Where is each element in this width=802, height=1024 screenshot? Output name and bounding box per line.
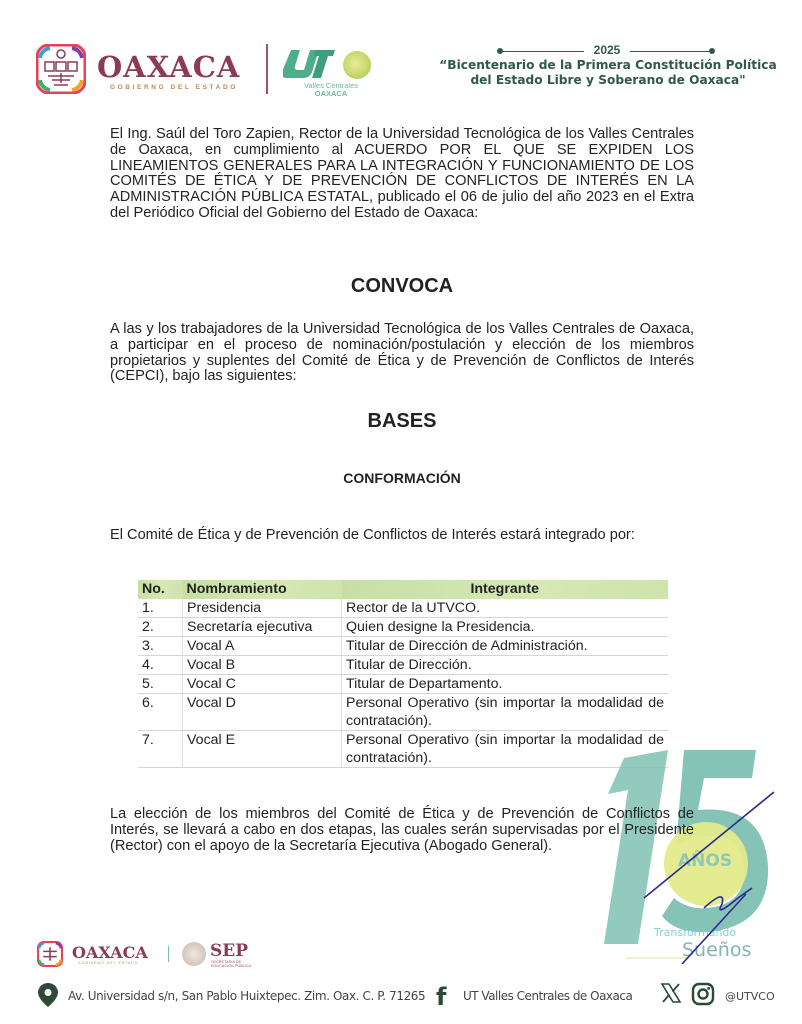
conformacion-heading: CONFORMACIÓN [343,470,461,486]
table-row [138,599,668,618]
cell-nombramiento: Vocal E [183,731,342,768]
cell-integrante: Personal Operativo (sin importar la modalidad de contratación). [342,694,669,731]
oaxaca-subtitle: GOBIERNO DEL ESTADO [110,84,238,91]
anniversary-tagline-1: Transformando [654,926,737,939]
integration-intro: El Comité de Ética y de Prevención de Conflictos de Interés estará integrado por: [110,527,635,543]
cell-nombramiento: Secretaría ejecutiva [183,618,342,637]
sep-seal-icon [182,942,206,966]
facebook-icon[interactable]: f [436,983,447,1011]
footer-logo-divider [168,946,169,962]
cell-integrante: Titular de Departamento. [342,675,669,694]
location-pin-icon [38,983,58,1007]
table-row [138,618,668,637]
logo-divider [266,44,268,94]
anniversary-number: 15 [596,748,598,749]
cell-nombramiento: Vocal D [183,694,342,731]
cell-integrante: Quien designe la Presidencia. [342,618,669,637]
oaxaca-emblem-icon [36,44,86,94]
bases-heading: BASES [367,410,437,432]
committee-table [138,580,668,768]
sep-subtitle [211,960,251,969]
cell-no: 7. [138,731,183,768]
x-twitter-icon[interactable] [660,982,682,1004]
closing-paragraph: La elección de los miembros del Comité de Ética y de Prevención de Conflictos de Interés, se llevará a cabo en dos etapas, las cuales serán supervisadas por el Presidente (Rector) con el apoyo de la Secretaría Ejecutiva (Abogado General). [110,806,694,854]
oaxaca-emblem-small-icon [37,941,63,967]
ut-subtitle-line2: OAXACA [314,89,348,98]
cell-no: 6. [138,694,183,731]
convoca-heading: CONVOCA [350,275,454,297]
cell-no: 2. [138,618,183,637]
table-row [138,656,668,675]
ut-seal-icon [343,51,371,79]
cell-no: 4. [138,656,183,675]
cell-integrante: Titular de Dirección. [342,656,669,675]
cell-no: 3. [138,637,183,656]
intro-paragraph: El Ing. Saúl del Toro Zapien, Rector de la Universidad Tecnológica de los Valles Centrales de Oaxaca, en cumplimiento al ACUERDO POR EL QUE SE EXPIDEN LOS LINEAMIENTOS GENERALES PARA LA INTEGRACIÓN Y FUNCIONAMIENTO DE LOS COMITÉS DE ÉTICA Y DE PREVENCIÓN DE CONFLICTOS DE INTERÉS EN LA ADMINISTRACIÓN PÚBLICA ESTATAL, publicado el 06 de julio del año 2023 en el Extra del Periódico Oficial del Gobierno del Estado de Oaxaca: [110,126,694,221]
column-header-nombramiento: Nombramiento [183,580,342,599]
year-rule-dot-right [709,48,715,54]
column-header-integrante: Integrante [342,580,669,599]
cell-integrante: Personal Operativo (sin importar la modalidad de contratación). [342,731,669,768]
ut-subtitle-line1: Valles Centrales [303,81,359,90]
bicentennial-motto: “Bicentenario de la Primera Constitución Política del Estado Libre y Soberano de Oaxaca" [439,58,777,87]
year-rule-dot-left [497,48,503,54]
table-row [138,731,668,768]
table-header-row [138,580,668,599]
cell-integrante: Titular de Dirección de Administración. [342,637,669,656]
cell-nombramiento: Vocal C [183,675,342,694]
anniversary-15-logo [596,748,796,964]
cell-nombramiento: Vocal B [183,656,342,675]
address-text: Av. Universidad s/n, San Pablo Huixtepec. Zim. Oax. C. P. 71265 [68,989,426,1003]
table-row [138,675,668,694]
cell-nombramiento: Vocal A [183,637,342,656]
cell-integrante: Rector de la UTVCO. [342,599,669,618]
facebook-page-link[interactable]: UT Valles Centrales de Oaxaca [463,989,633,1003]
year-label: 2025 [584,43,630,57]
ut-logo-icon [283,48,335,78]
column-header-no: No. [138,580,183,599]
table-row [138,637,668,656]
convocatoria-paragraph: A las y los trabajadores de la Universidad Tecnológica de los Valles Centrales de Oaxaca, a participar en el proceso de nominación/postulación y elección de los miembros propietarios y suplentes del Comité de Ética y de Prevención de Conflictos de Interés (CEPCI), bajo las siguientes: [110,321,694,385]
table-row [138,694,668,731]
cell-no: 1. [138,599,183,618]
footer-oaxaca-subtitle: GOBIERNO DEL ESTADO [78,961,139,965]
anniversary-label: AÑOS [678,851,733,871]
social-handle[interactable]: @UTVCO [725,990,775,1003]
anniversary-tagline-2: Sueños [682,939,752,961]
sep-subtitle-line2: EDUCACIÓN PÚBLICA [211,964,252,969]
footer-oaxaca-wordmark: OAXACA [72,943,148,962]
cell-nombramiento: Presidencia [183,599,342,618]
cell-no: 5. [138,675,183,694]
oaxaca-wordmark: OAXACA [97,50,241,84]
instagram-icon[interactable] [691,982,715,1006]
sep-wordmark: SEP [210,941,249,961]
sep-subtitle-line1: SECRETARÍA DE [211,960,242,964]
